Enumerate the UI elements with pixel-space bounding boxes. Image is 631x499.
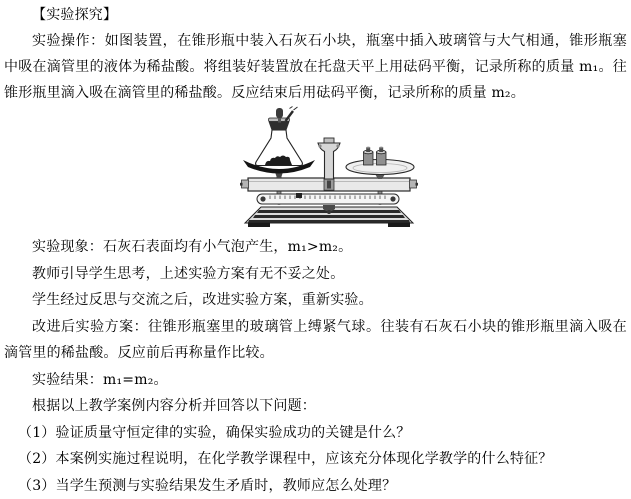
lower-text-block [4, 234, 627, 499]
pointer-icon [318, 138, 340, 179]
question-3: （3）当学生预测与实验结果发生矛盾时，教师应怎么处理？ [4, 473, 627, 499]
question-1: （1）验证质量守恒定律的实验，确保实验成功的关键是什么？ [4, 420, 627, 447]
rider-scale-icon [257, 193, 399, 204]
paragraph-experiment-result: 实验结果：m₁=m₂。 [4, 367, 627, 394]
paragraph-student-reflection: 学生经过反思与交流之后，改进实验方案，重新实验。 [4, 287, 627, 314]
rubber-dropper-icon [276, 108, 283, 118]
balance-beam-icon [240, 178, 418, 191]
paragraph-experiment-phenomenon: 实验现象：石灰石表面均有小气泡产生，m₁>m₂。 [4, 234, 627, 261]
section-heading: 【实验探究】 [4, 2, 627, 28]
flask-stopper-icon [269, 122, 290, 131]
question-2: （2）本案例实施过程说明，在化学教学课程中，应该充分体现化学教学的什么特征？ [4, 446, 627, 473]
paragraph-improved-plan: 改进后实验方案：往锥形瓶塞里的玻璃管上缚紧气球。往装有石灰石小块的锥形瓶里滴入吸在滴管里的稀盐酸。反应前后再称量作比较。 [4, 314, 627, 367]
paragraph-experiment-operation: 实验操作：如图装置，在锥形瓶中装入石灰石小块，瓶塞中插入玻璃管与大气相通，锥形瓶塞中吸在滴管里的液体为稀盐酸。将组装好装置放在托盘天平上用砝码平衡，记录所称的质量 m₁。往锥形瓶里滴入吸在滴管里的稀盐酸。反应结束后用砝码平衡，记录所称的质量 m₂。 [4, 28, 627, 106]
paragraph-question-intro: 根据以上教学案例内容分析并回答以下问题： [4, 393, 627, 420]
balance-figure [240, 106, 418, 228]
paragraph-teacher-guidance: 教师引导学生思考，上述实验方案有无不妥之处。 [4, 261, 627, 288]
conical-flask-icon [256, 107, 303, 166]
